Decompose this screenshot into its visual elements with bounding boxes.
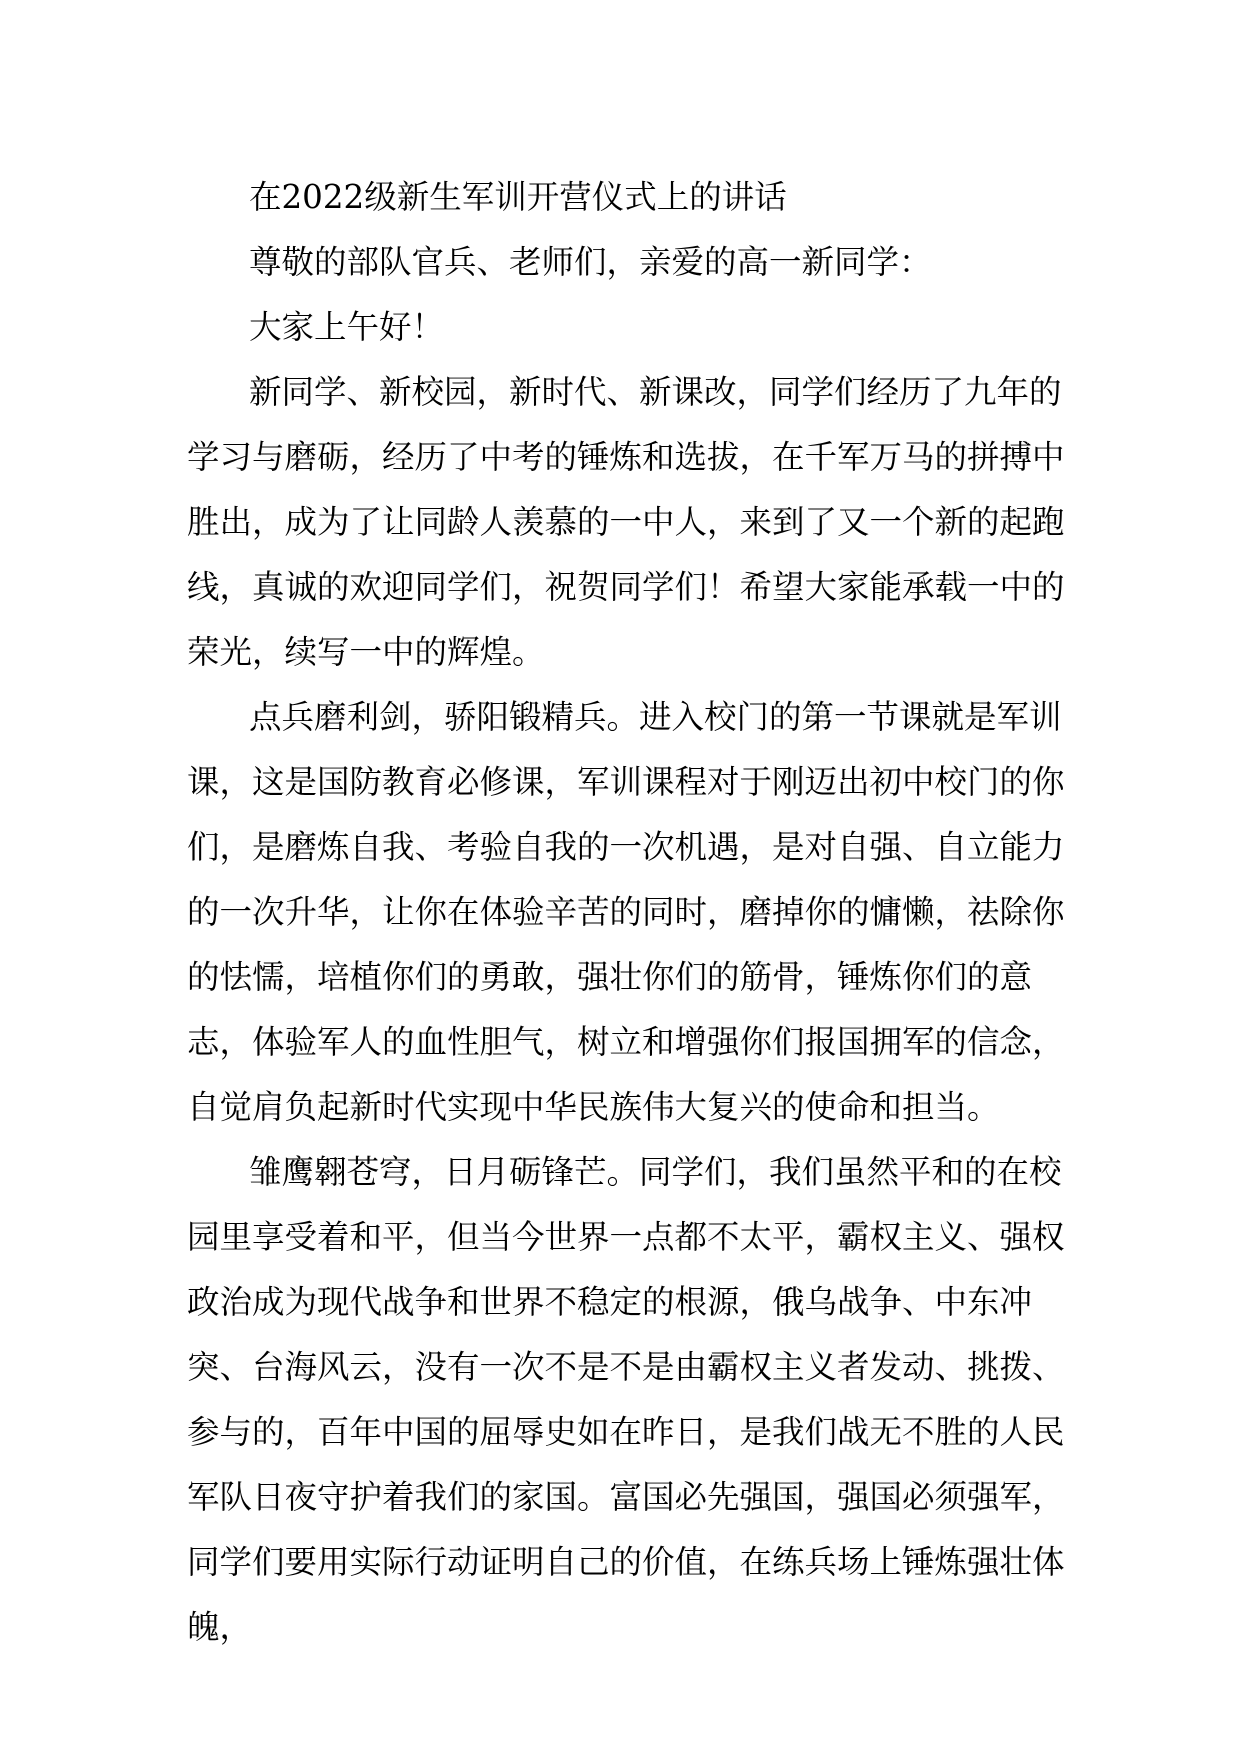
body-paragraph-1: 新同学、新校园，新时代、新课改，同学们经历了九年的学习与磨砺，经历了中考的锤炼和选拔，在千军万马的拼搏中胜出，成为了让同龄人羡慕的一中人，来到了又一个新的起跑线，真诚的欢迎同学们，祝贺同学们！希望大家能承载一中的荣光，续写一中的辉煌。 (187, 373, 1065, 671)
salutation: 尊敬的部队官兵、老师们，亲爱的高一新同学： (249, 243, 932, 281)
body-paragraph-2: 点兵磨利剑，骄阳锻精兵。进入校门的第一节课就是军训课，这是国防教育必修课，军训课程对于刚迈出初中校门的你们，是磨炼自我、考验自我的一次机遇，是对自强、自立能力的一次升华，让你在体验辛苦的同时，磨掉你的慵懒，祛除你的怯懦，培植你们的勇敢，强壮你们的筋骨，锤炼你们的意志，体验军人的血性胆气，树立和增强你们报国拥军的信念，自觉肩负起新时代实现中华民族伟大复兴的使命和担当。 (187, 698, 1065, 1126)
document-title: 在2022级新生军训开营仪式上的讲话 (249, 178, 787, 216)
body-paragraph-3: 雏鹰翱苍穹，日月砺锋芒。同学们，我们虽然平和的在校园里享受着和平，但当今世界一点都不太平，霸权主义、强权政治成为现代战争和世界不稳定的根源，俄乌战争、中东冲突、台海风云，没有一次不是不是由霸权主义者发动、挑拨、参与的，百年中国的屈辱史如在昨日，是我们战无不胜的人民军队日夜守护着我们的家国。富国必先强国，强国必须强军，同学们要用实际行动证明自己的价值，在练兵场上锤炼强壮体魄， (187, 1153, 1065, 1646)
greeting: 大家上午好！ (249, 308, 445, 346)
document-body (187, 165, 1067, 1660)
